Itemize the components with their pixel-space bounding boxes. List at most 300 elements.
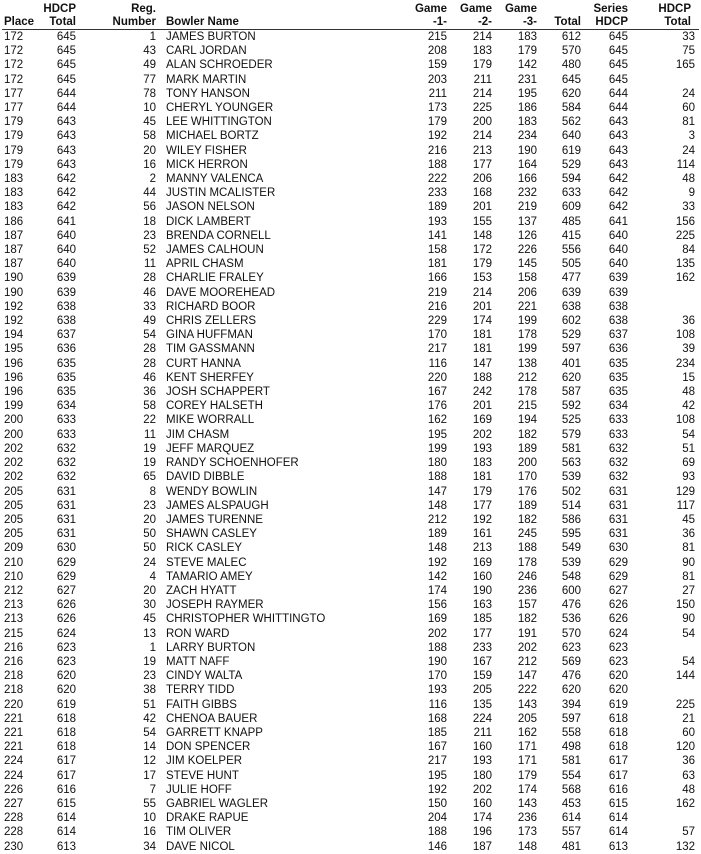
cell-bowler-name: CURT HANNA bbox=[166, 357, 241, 370]
cell-reg-number: 28 bbox=[143, 343, 156, 356]
cell-total: 619 bbox=[561, 144, 581, 157]
cell-game-1: 219 bbox=[427, 286, 447, 299]
cell-game-1: 229 bbox=[427, 315, 447, 328]
cell-total: 562 bbox=[561, 116, 581, 129]
cell-bowler-name: JOSH SCHAPPERT bbox=[166, 386, 270, 399]
cell-total: 620 bbox=[561, 371, 581, 384]
cell-series-hdcp: 638 bbox=[608, 300, 628, 313]
cell-total: 529 bbox=[561, 158, 581, 171]
table-row bbox=[2, 641, 699, 655]
cell-place: 209 bbox=[4, 542, 24, 555]
table-row bbox=[2, 485, 699, 499]
cell-game-1: 176 bbox=[427, 400, 447, 413]
cell-hdcp: 162 bbox=[675, 272, 695, 285]
cell-hdcp-total: 631 bbox=[56, 528, 76, 541]
cell-reg-number: 7 bbox=[149, 783, 156, 796]
cell-place: 172 bbox=[4, 59, 24, 72]
cell-hdcp-total: 631 bbox=[56, 513, 76, 526]
col-total: Total bbox=[539, 2, 583, 30]
cell-game-3: 234 bbox=[517, 130, 537, 143]
cell-hdcp-total: 635 bbox=[56, 357, 76, 370]
cell-game-1: 193 bbox=[427, 684, 447, 697]
cell-place: 194 bbox=[4, 329, 24, 342]
cell-reg-number: 16 bbox=[143, 158, 156, 171]
cell-game-3: 174 bbox=[517, 783, 537, 796]
cell-place: 187 bbox=[4, 229, 24, 242]
cell-game-2: 183 bbox=[472, 457, 492, 470]
cell-place: 199 bbox=[4, 400, 24, 413]
cell-game-3: 182 bbox=[517, 613, 537, 626]
cell-hdcp-total: 629 bbox=[56, 570, 76, 583]
table-row bbox=[2, 683, 699, 697]
cell-place: 190 bbox=[4, 272, 24, 285]
cell-hdcp-total: 640 bbox=[56, 244, 76, 257]
cell-hdcp: 3 bbox=[688, 130, 695, 143]
cell-total: 645 bbox=[561, 73, 581, 86]
cell-total: 557 bbox=[561, 826, 581, 839]
cell-series-hdcp: 639 bbox=[608, 272, 628, 285]
table-row bbox=[2, 811, 699, 825]
cell-bowler-name: JEFF MARQUEZ bbox=[166, 442, 255, 455]
table-row bbox=[2, 627, 699, 641]
cell-place: 179 bbox=[4, 158, 24, 171]
cell-hdcp-total: 629 bbox=[56, 556, 76, 569]
cell-game-2: 160 bbox=[472, 741, 492, 754]
cell-series-hdcp: 619 bbox=[608, 698, 628, 711]
cell-total: 485 bbox=[561, 215, 581, 228]
cell-reg-number: 2 bbox=[149, 173, 156, 186]
cell-hdcp: 39 bbox=[682, 343, 695, 356]
cell-hdcp: 90 bbox=[682, 556, 695, 569]
cell-hdcp-total: 617 bbox=[56, 769, 76, 782]
cell-reg-number: 65 bbox=[143, 471, 156, 484]
table-row bbox=[2, 456, 699, 470]
cell-game-3: 171 bbox=[517, 741, 537, 754]
cell-total: 563 bbox=[561, 457, 581, 470]
cell-total: 558 bbox=[561, 726, 581, 739]
cell-total: 539 bbox=[561, 471, 581, 484]
cell-total: 638 bbox=[561, 300, 581, 313]
cell-bowler-name: JAMES BURTON bbox=[166, 31, 256, 43]
cell-bowler-name: SHAWN CASLEY bbox=[166, 528, 257, 541]
cell-hdcp-total: 635 bbox=[56, 386, 76, 399]
cell-series-hdcp: 615 bbox=[608, 797, 628, 810]
cell-reg-number: 4 bbox=[149, 570, 156, 583]
cell-game-1: 168 bbox=[427, 712, 447, 725]
cell-game-1: 212 bbox=[427, 513, 447, 526]
table-row bbox=[2, 186, 699, 200]
cell-bowler-name: APRIL CHASM bbox=[166, 258, 244, 271]
table-row bbox=[2, 499, 699, 513]
cell-hdcp-total: 631 bbox=[56, 485, 76, 498]
cell-total: 548 bbox=[561, 570, 581, 583]
cell-bowler-name: ALAN SCHROEDER bbox=[166, 59, 273, 72]
cell-hdcp: 81 bbox=[682, 570, 695, 583]
cell-hdcp: 63 bbox=[682, 769, 695, 782]
cell-series-hdcp: 645 bbox=[608, 73, 628, 86]
cell-hdcp-total: 626 bbox=[56, 613, 76, 626]
cell-hdcp: 54 bbox=[682, 627, 695, 640]
cell-hdcp-total: 642 bbox=[56, 201, 76, 214]
cell-game-1: 220 bbox=[427, 371, 447, 384]
table-row bbox=[2, 314, 699, 328]
cell-game-2: 233 bbox=[472, 641, 492, 654]
cell-bowler-name: CINDY WALTA bbox=[166, 670, 243, 683]
cell-game-3: 182 bbox=[517, 513, 537, 526]
cell-hdcp-total: 618 bbox=[56, 741, 76, 754]
cell-game-3: 212 bbox=[517, 655, 537, 668]
cell-series-hdcp: 636 bbox=[608, 343, 628, 356]
cell-reg-number: 51 bbox=[143, 698, 156, 711]
cell-game-2: 193 bbox=[472, 755, 492, 768]
cell-total: 502 bbox=[561, 485, 581, 498]
col-bowler-name: Bowler Name bbox=[158, 2, 403, 30]
cell-game-1: 169 bbox=[427, 613, 447, 626]
cell-hdcp bbox=[630, 683, 699, 697]
cell-hdcp-total: 632 bbox=[56, 457, 76, 470]
cell-reg-number: 58 bbox=[143, 130, 156, 143]
cell-reg-number: 13 bbox=[143, 627, 156, 640]
table-row bbox=[2, 399, 699, 413]
cell-hdcp-total: 633 bbox=[56, 414, 76, 427]
cell-hdcp: 117 bbox=[676, 499, 695, 512]
cell-game-1: 156 bbox=[427, 599, 447, 612]
cell-series-hdcp: 623 bbox=[608, 655, 628, 668]
cell-bowler-name: JIM CHASM bbox=[166, 428, 230, 441]
cell-place: 205 bbox=[4, 499, 24, 512]
cell-game-3: 226 bbox=[517, 244, 537, 257]
cell-hdcp-total: 627 bbox=[56, 584, 76, 597]
cell-bowler-name: MARK MARTIN bbox=[166, 73, 247, 86]
cell-place: 202 bbox=[4, 457, 24, 470]
cell-game-1: 193 bbox=[427, 215, 447, 228]
cell-game-1: 162 bbox=[427, 414, 447, 427]
cell-series-hdcp: 631 bbox=[608, 485, 628, 498]
cell-reg-number: 78 bbox=[143, 87, 156, 100]
cell-game-1: 146 bbox=[427, 840, 447, 853]
cell-bowler-name: COREY HALSETH bbox=[166, 400, 263, 413]
cell-series-hdcp: 629 bbox=[608, 570, 628, 583]
cell-reg-number: 50 bbox=[143, 528, 156, 541]
cell-game-1: 204 bbox=[427, 812, 447, 825]
cell-game-1: 199 bbox=[427, 442, 447, 455]
cell-total: 568 bbox=[561, 783, 581, 796]
cell-game-2: 225 bbox=[472, 102, 492, 115]
cell-hdcp-total: 637 bbox=[56, 329, 76, 342]
cell-hdcp: 120 bbox=[675, 741, 695, 754]
cell-bowler-name: DAVID DIBBLE bbox=[166, 471, 245, 484]
cell-bowler-name: CHRIS ZELLERS bbox=[166, 315, 257, 328]
cell-game-3: 232 bbox=[517, 187, 537, 200]
cell-game-2: 193 bbox=[472, 442, 492, 455]
cell-hdcp-total: 618 bbox=[56, 712, 76, 725]
cell-place: 205 bbox=[4, 485, 24, 498]
cell-hdcp-total: 639 bbox=[56, 286, 76, 299]
cell-hdcp: 225 bbox=[675, 698, 695, 711]
cell-total: 614 bbox=[561, 812, 581, 825]
cell-series-hdcp: 639 bbox=[608, 286, 628, 299]
table-row bbox=[2, 712, 699, 726]
table-row bbox=[2, 129, 699, 143]
cell-bowler-name: MANNY VALENCA bbox=[166, 173, 264, 186]
cell-game-3: 162 bbox=[517, 726, 537, 739]
cell-place: 183 bbox=[4, 173, 24, 186]
cell-game-3: 179 bbox=[517, 45, 537, 58]
cell-bowler-name: TIM OLIVER bbox=[166, 826, 232, 839]
col-place: Place bbox=[2, 2, 40, 30]
cell-series-hdcp: 641 bbox=[608, 215, 628, 228]
cell-place: 190 bbox=[4, 286, 24, 299]
table-row bbox=[2, 172, 699, 186]
cell-hdcp-total: 642 bbox=[56, 173, 76, 186]
cell-reg-number: 46 bbox=[143, 286, 156, 299]
table-row bbox=[2, 144, 699, 158]
cell-total: 602 bbox=[561, 315, 581, 328]
table-row bbox=[2, 825, 699, 839]
standings-table bbox=[2, 2, 699, 854]
cell-reg-number: 38 bbox=[143, 684, 156, 697]
cell-game-3: 199 bbox=[517, 315, 537, 328]
cell-place: 200 bbox=[4, 414, 24, 427]
cell-total: 620 bbox=[561, 87, 581, 100]
cell-place: 192 bbox=[4, 315, 24, 328]
cell-game-3: 202 bbox=[517, 641, 537, 654]
cell-hdcp: 45 bbox=[682, 513, 695, 526]
cell-game-1: 170 bbox=[427, 329, 447, 342]
cell-game-2: 181 bbox=[472, 343, 492, 356]
cell-reg-number: 45 bbox=[143, 613, 156, 626]
cell-game-3: 189 bbox=[517, 499, 537, 512]
cell-game-3: 221 bbox=[517, 300, 537, 313]
cell-game-2: 155 bbox=[472, 215, 492, 228]
cell-reg-number: 55 bbox=[143, 797, 156, 810]
table-row bbox=[2, 371, 699, 385]
table-row bbox=[2, 342, 699, 356]
cell-bowler-name: DICK LAMBERT bbox=[166, 215, 251, 228]
cell-game-1: 166 bbox=[427, 272, 447, 285]
cell-hdcp: 27 bbox=[682, 584, 695, 597]
cell-total: 597 bbox=[561, 343, 581, 356]
cell-game-3: 158 bbox=[517, 272, 537, 285]
cell-game-3: 200 bbox=[517, 457, 537, 470]
cell-hdcp bbox=[630, 641, 699, 655]
cell-game-1: 190 bbox=[427, 655, 447, 668]
cell-place: 192 bbox=[4, 300, 24, 313]
table-row bbox=[2, 513, 699, 527]
cell-total: 600 bbox=[561, 584, 581, 597]
cell-game-1: 217 bbox=[427, 343, 447, 356]
cell-series-hdcp: 627 bbox=[608, 584, 628, 597]
cell-place: 221 bbox=[4, 726, 24, 739]
cell-series-hdcp: 632 bbox=[608, 457, 628, 470]
cell-hdcp-total: 626 bbox=[56, 599, 76, 612]
cell-game-2: 167 bbox=[472, 655, 492, 668]
cell-game-1: 141 bbox=[427, 229, 447, 242]
table-row bbox=[2, 229, 699, 243]
cell-game-2: 179 bbox=[472, 258, 492, 271]
cell-total: 554 bbox=[561, 769, 581, 782]
cell-game-3: 137 bbox=[517, 215, 537, 228]
cell-hdcp: 36 bbox=[682, 755, 695, 768]
cell-hdcp-total: 619 bbox=[56, 698, 76, 711]
cell-game-1: 217 bbox=[427, 755, 447, 768]
table-row bbox=[2, 30, 699, 45]
cell-hdcp-total: 641 bbox=[56, 215, 76, 228]
cell-game-3: 143 bbox=[517, 797, 537, 810]
cell-reg-number: 11 bbox=[144, 428, 156, 441]
cell-game-2: 202 bbox=[472, 428, 492, 441]
cell-series-hdcp: 626 bbox=[608, 599, 628, 612]
cell-game-3: 182 bbox=[517, 428, 537, 441]
cell-hdcp-total: 640 bbox=[56, 258, 76, 271]
cell-game-2: 213 bbox=[472, 542, 492, 555]
cell-hdcp-total: 643 bbox=[56, 116, 76, 129]
cell-reg-number: 49 bbox=[143, 59, 156, 72]
table-row bbox=[2, 101, 699, 115]
cell-game-3: 189 bbox=[517, 442, 537, 455]
cell-reg-number: 28 bbox=[143, 272, 156, 285]
col-game-2: Game -2- bbox=[449, 2, 494, 30]
cell-place: 212 bbox=[4, 584, 24, 597]
cell-total: 453 bbox=[561, 797, 581, 810]
cell-series-hdcp: 642 bbox=[608, 173, 628, 186]
cell-hdcp-total: 643 bbox=[56, 144, 76, 157]
table-row bbox=[2, 257, 699, 271]
cell-place: 221 bbox=[4, 741, 24, 754]
cell-reg-number: 10 bbox=[143, 102, 156, 115]
cell-bowler-name: RICHARD BOOR bbox=[166, 300, 256, 313]
cell-total: 476 bbox=[561, 670, 581, 683]
cell-bowler-name: WENDY BOWLIN bbox=[166, 485, 258, 498]
table-row bbox=[2, 44, 699, 58]
cell-place: 205 bbox=[4, 528, 24, 541]
cell-place: 221 bbox=[4, 712, 24, 725]
cell-game-1: 181 bbox=[427, 258, 447, 271]
cell-series-hdcp: 624 bbox=[608, 627, 628, 640]
cell-total: 597 bbox=[561, 712, 581, 725]
cell-game-2: 159 bbox=[472, 670, 492, 683]
cell-game-3: 147 bbox=[517, 670, 537, 683]
cell-series-hdcp: 637 bbox=[608, 329, 628, 342]
cell-game-2: 213 bbox=[472, 144, 492, 157]
cell-game-1: 192 bbox=[427, 130, 447, 143]
cell-game-1: 173 bbox=[427, 102, 447, 115]
cell-game-3: 206 bbox=[517, 286, 537, 299]
cell-game-2: 169 bbox=[472, 556, 492, 569]
cell-game-1: 170 bbox=[427, 670, 447, 683]
cell-series-hdcp: 645 bbox=[608, 31, 628, 43]
cell-place: 196 bbox=[4, 357, 24, 370]
cell-game-2: 187 bbox=[472, 840, 492, 853]
cell-hdcp: 48 bbox=[682, 783, 695, 796]
cell-series-hdcp: 643 bbox=[608, 116, 628, 129]
cell-place: 230 bbox=[4, 840, 24, 853]
cell-bowler-name: RICK CASLEY bbox=[166, 542, 243, 555]
cell-total: 584 bbox=[561, 102, 581, 115]
cell-game-2: 181 bbox=[472, 329, 492, 342]
cell-game-1: 202 bbox=[427, 627, 447, 640]
cell-reg-number: 22 bbox=[143, 414, 156, 427]
cell-game-2: 205 bbox=[472, 684, 492, 697]
cell-hdcp: 60 bbox=[682, 102, 695, 115]
cell-game-3: 236 bbox=[517, 584, 537, 597]
cell-hdcp: 60 bbox=[682, 726, 695, 739]
cell-reg-number: 23 bbox=[143, 229, 156, 242]
cell-hdcp bbox=[630, 811, 699, 825]
cell-hdcp: 21 bbox=[682, 712, 695, 725]
cell-bowler-name: BRENDA CORNELL bbox=[166, 229, 271, 242]
cell-game-1: 188 bbox=[427, 158, 447, 171]
cell-place: 215 bbox=[4, 627, 24, 640]
cell-game-1: 180 bbox=[427, 457, 447, 470]
table-row bbox=[2, 385, 699, 399]
table-row bbox=[2, 541, 699, 555]
cell-series-hdcp: 623 bbox=[608, 641, 628, 654]
cell-series-hdcp: 631 bbox=[608, 528, 628, 541]
cell-game-1: 174 bbox=[427, 584, 447, 597]
cell-reg-number: 19 bbox=[143, 442, 156, 455]
cell-game-1: 216 bbox=[427, 144, 447, 157]
cell-game-2: 180 bbox=[472, 769, 492, 782]
cell-series-hdcp: 626 bbox=[608, 613, 628, 626]
cell-place: 226 bbox=[4, 783, 24, 796]
cell-game-1: 142 bbox=[427, 570, 447, 583]
cell-place: 195 bbox=[4, 343, 24, 356]
cell-hdcp-total: 644 bbox=[56, 102, 76, 115]
cell-series-hdcp: 618 bbox=[608, 741, 628, 754]
cell-total: 633 bbox=[561, 187, 581, 200]
table-row bbox=[2, 215, 699, 229]
cell-reg-number: 17 bbox=[143, 769, 156, 782]
cell-game-3: 145 bbox=[517, 258, 537, 271]
cell-game-3: 173 bbox=[517, 826, 537, 839]
cell-total: 640 bbox=[561, 130, 581, 143]
cell-hdcp-total: 638 bbox=[56, 315, 76, 328]
cell-reg-number: 14 bbox=[143, 741, 156, 754]
cell-game-3: 164 bbox=[517, 158, 537, 171]
cell-hdcp: 150 bbox=[675, 599, 695, 612]
cell-hdcp-total: 639 bbox=[56, 272, 76, 285]
cell-place: 196 bbox=[4, 371, 24, 384]
cell-total: 529 bbox=[561, 329, 581, 342]
cell-bowler-name: CHENOA BAUER bbox=[166, 712, 258, 725]
table-row bbox=[2, 556, 699, 570]
cell-series-hdcp: 643 bbox=[608, 130, 628, 143]
cell-hdcp-total: 614 bbox=[56, 826, 76, 839]
cell-game-3: 166 bbox=[517, 173, 537, 186]
cell-reg-number: 1 bbox=[149, 641, 156, 654]
cell-bowler-name: JOSEPH RAYMER bbox=[166, 599, 264, 612]
cell-game-1: 167 bbox=[427, 386, 447, 399]
cell-reg-number: 28 bbox=[143, 357, 156, 370]
cell-total: 505 bbox=[561, 258, 581, 271]
cell-bowler-name: JASON NELSON bbox=[166, 201, 255, 214]
cell-game-1: 188 bbox=[427, 641, 447, 654]
cell-game-3: 143 bbox=[517, 698, 537, 711]
cell-total: 514 bbox=[561, 499, 581, 512]
cell-bowler-name: FAITH GIBBS bbox=[166, 698, 237, 711]
cell-game-3: 179 bbox=[517, 769, 537, 782]
cell-game-1: 158 bbox=[427, 244, 447, 257]
cell-game-3: 215 bbox=[517, 400, 537, 413]
cell-place: 218 bbox=[4, 684, 24, 697]
cell-game-2: 179 bbox=[472, 59, 492, 72]
cell-hdcp: 108 bbox=[675, 414, 695, 427]
cell-game-1: 233 bbox=[427, 187, 447, 200]
cell-series-hdcp: 631 bbox=[608, 513, 628, 526]
cell-total: 476 bbox=[561, 599, 581, 612]
col-hdcp-total: HDCP Total bbox=[40, 2, 78, 30]
